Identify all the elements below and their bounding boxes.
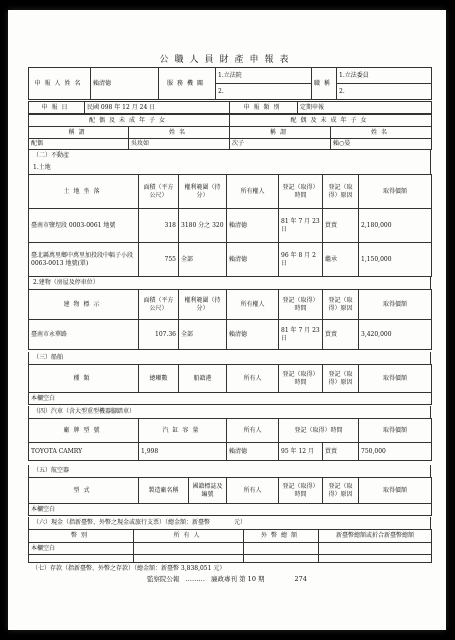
building-reason: 買賣	[323, 320, 359, 350]
land-col-3: 所有權人	[227, 175, 279, 209]
ships-col-3: 所有人	[227, 365, 279, 393]
land-owner: 賴清德	[227, 243, 279, 277]
ships-col-0: 種類	[29, 365, 139, 393]
position-2: 2.	[337, 84, 432, 100]
position-label: 職稱	[312, 68, 337, 100]
land-col-0: 土地坐落	[29, 175, 139, 209]
cash-heading: （六）現金（指新臺幣、外幣之現金或旅行支票）（總金額：新臺幣 元）	[29, 517, 431, 529]
aircraft-col-4: 登記（取得）時間	[279, 478, 323, 504]
land-share: 全部	[179, 243, 227, 277]
land-col-2: 權利範圍（持分）	[179, 175, 227, 209]
aircraft-col-6: 取得價額	[359, 478, 432, 504]
ships-section	[28, 352, 431, 364]
ships-col-1: 總噸數	[139, 365, 179, 393]
land-col-1: 面積（平方公尺）	[139, 175, 179, 209]
person-label-right: 姓名	[331, 127, 432, 139]
person-label-left: 姓名	[129, 127, 230, 139]
date-value: 民國 098 年 12 月 24 日	[85, 102, 230, 114]
land-col-6: 取得價額	[359, 175, 432, 209]
cash-col-3: 新臺幣總額或折合新臺幣總額	[319, 530, 432, 543]
building-address: 臺南市永華路	[29, 320, 139, 350]
building-price: 3,420,000	[359, 320, 432, 350]
ships-col-5: 登記（取得）原因	[323, 365, 359, 393]
real-estate-section	[28, 150, 431, 174]
building-owner: 賴清德	[227, 320, 279, 350]
cash-section	[28, 517, 431, 529]
land-date: 96 年 8 月 2 日	[279, 243, 323, 277]
footer-page-number: 274	[294, 575, 307, 583]
building-col-5: 登記（取得）原因	[323, 290, 359, 320]
vehicle-reason: 買賣	[323, 443, 359, 461]
building-col-3: 所有權人	[227, 290, 279, 320]
deposits-heading: （七）存款（指新臺幣、外幣之存款）（總金額：新臺幣 3,838,051 元）	[32, 564, 226, 572]
ships-col-6: 取得價額	[359, 365, 432, 393]
ships-empty-note: 本欄空白	[29, 393, 432, 405]
land-table	[28, 174, 432, 277]
land-location: 臺北縣萬里鄉中萬里加投段中幅子小段 0063-0013 地號(單)	[29, 243, 139, 277]
land-share: 3180 分之 320	[179, 209, 227, 243]
type-value: 定期申報	[298, 102, 432, 114]
aircraft-col-1: 製造廠名稱	[139, 478, 189, 504]
vehicle-owner: 賴清德	[227, 443, 279, 461]
type-label: 申報類別	[230, 102, 298, 114]
land-reason: 買賣	[323, 209, 359, 243]
land-reason: 繼承	[323, 243, 359, 277]
aircraft-col-0: 型式	[29, 478, 139, 504]
table-row	[29, 209, 432, 243]
cash-col-2: 外幣總額	[244, 530, 319, 543]
footer-dots: ………	[185, 575, 206, 583]
ships-table	[28, 364, 432, 405]
agency-1: 1.立法院	[216, 68, 312, 84]
vehicle-displacement: 1,998	[139, 443, 227, 461]
aircraft-col-5: 登記（取得）原因	[323, 478, 359, 504]
vehicles-table	[28, 418, 432, 461]
land-area: 318	[139, 209, 179, 243]
building-label: 2.建物（房屋及停車位）	[29, 277, 431, 289]
family-name-0: 吳玫如	[129, 139, 230, 150]
building-col-1: 面積（平方公尺）	[139, 290, 179, 320]
relation-label-right: 稱謂	[230, 127, 331, 139]
vehicles-col-1: 汽缸容量	[139, 419, 227, 443]
vehicles-col-4: 取得價額	[359, 419, 432, 443]
family-heading-right: 配偶及未成年子女	[230, 115, 432, 127]
cash-col-0: 幣別	[29, 530, 134, 543]
vehicles-col-3: 登記（取得）時間	[279, 419, 359, 443]
land-col-4: 登記（取得）時間	[279, 175, 323, 209]
building-col-0: 建物標示	[29, 290, 139, 320]
building-share: 全部	[179, 320, 227, 350]
cash-header-row	[29, 530, 432, 543]
land-price: 2,180,000	[359, 209, 432, 243]
vehicles-col-2: 所有人	[227, 419, 279, 443]
family-table	[28, 114, 432, 150]
cash-col-1: 所有人	[134, 530, 244, 543]
family-relation-1: 次子	[230, 139, 331, 150]
aircraft-col-2: 國籍標誌及編號	[189, 478, 227, 504]
ships-col-2: 船籍港	[179, 365, 227, 393]
building-header-row	[29, 290, 432, 320]
land-label: 1.土地	[29, 162, 431, 174]
vehicles-header-row	[29, 419, 432, 443]
ships-header-row	[29, 365, 432, 393]
building-area: 107.36	[139, 320, 179, 350]
land-area: 755	[139, 243, 179, 277]
cash-table	[28, 529, 432, 563]
aircraft-empty-note: 本欄空白	[29, 504, 432, 516]
cash-empty-note: 本欄空白	[29, 543, 134, 555]
aircraft-table	[28, 477, 432, 516]
real-estate-heading: （二）不動產	[29, 150, 431, 162]
position-1: 1.立法委員	[337, 68, 432, 84]
vehicles-heading: （四）汽車（含大型重型機器腳踏車）	[29, 406, 431, 418]
page-title: 公職人員財產申報表	[159, 55, 295, 65]
aircraft-col-3: 所有人	[227, 478, 279, 504]
land-col-5: 登記（取得）原因	[323, 175, 359, 209]
land-owner: 賴清德	[227, 209, 279, 243]
page-footer	[8, 574, 446, 583]
table-row	[29, 243, 432, 277]
document-page	[8, 10, 446, 630]
building-section	[28, 277, 431, 289]
date-table	[28, 101, 432, 114]
building-col-6: 取得價額	[359, 290, 432, 320]
name-label: 申報人姓名	[29, 68, 91, 100]
land-location: 臺南市鹽埕段 0003-0061 地號	[29, 209, 139, 243]
agency-label: 服務機關	[159, 68, 216, 100]
footer-publication: 廉政專刊 第 10 期	[211, 575, 265, 583]
footer-publisher: 監察院公報	[147, 575, 180, 583]
land-header-row	[29, 175, 432, 209]
building-table	[28, 289, 432, 350]
relation-label-left: 稱謂	[29, 127, 129, 139]
date-label: 申報日	[29, 102, 85, 114]
family-name-1: 賴○晏	[331, 139, 432, 150]
vehicle-date: 95 年 12 月	[279, 443, 323, 461]
ships-heading: （三）船舶	[29, 352, 431, 364]
aircraft-section	[28, 465, 431, 477]
ships-col-4: 登記（取得）時間	[279, 365, 323, 393]
vehicles-section	[28, 406, 431, 418]
name-value: 賴清德	[91, 68, 159, 100]
building-col-4: 登記（取得）時間	[279, 290, 323, 320]
family-heading-left: 配偶及未成年子女	[29, 115, 230, 127]
vehicle-model: TOYOTA CAMRY	[29, 443, 139, 461]
table-row	[29, 443, 432, 461]
land-price: 1,150,000	[359, 243, 432, 277]
aircraft-header-row	[29, 478, 432, 504]
declarant-table	[28, 67, 432, 100]
vehicles-col-0: 廠牌型號	[29, 419, 139, 443]
building-date: 81 年 7 月 23 日	[279, 320, 323, 350]
agency-2: 2.	[216, 84, 312, 100]
building-col-2: 權利範圍（持分）	[179, 290, 227, 320]
family-relation-0: 配偶	[29, 139, 129, 150]
table-row	[29, 320, 432, 350]
vehicle-price: 750,000	[359, 443, 432, 461]
aircraft-heading: （五）航空器	[29, 465, 431, 477]
land-date: 81 年 7 月 23 日	[279, 209, 323, 243]
deposits-section	[28, 563, 431, 574]
